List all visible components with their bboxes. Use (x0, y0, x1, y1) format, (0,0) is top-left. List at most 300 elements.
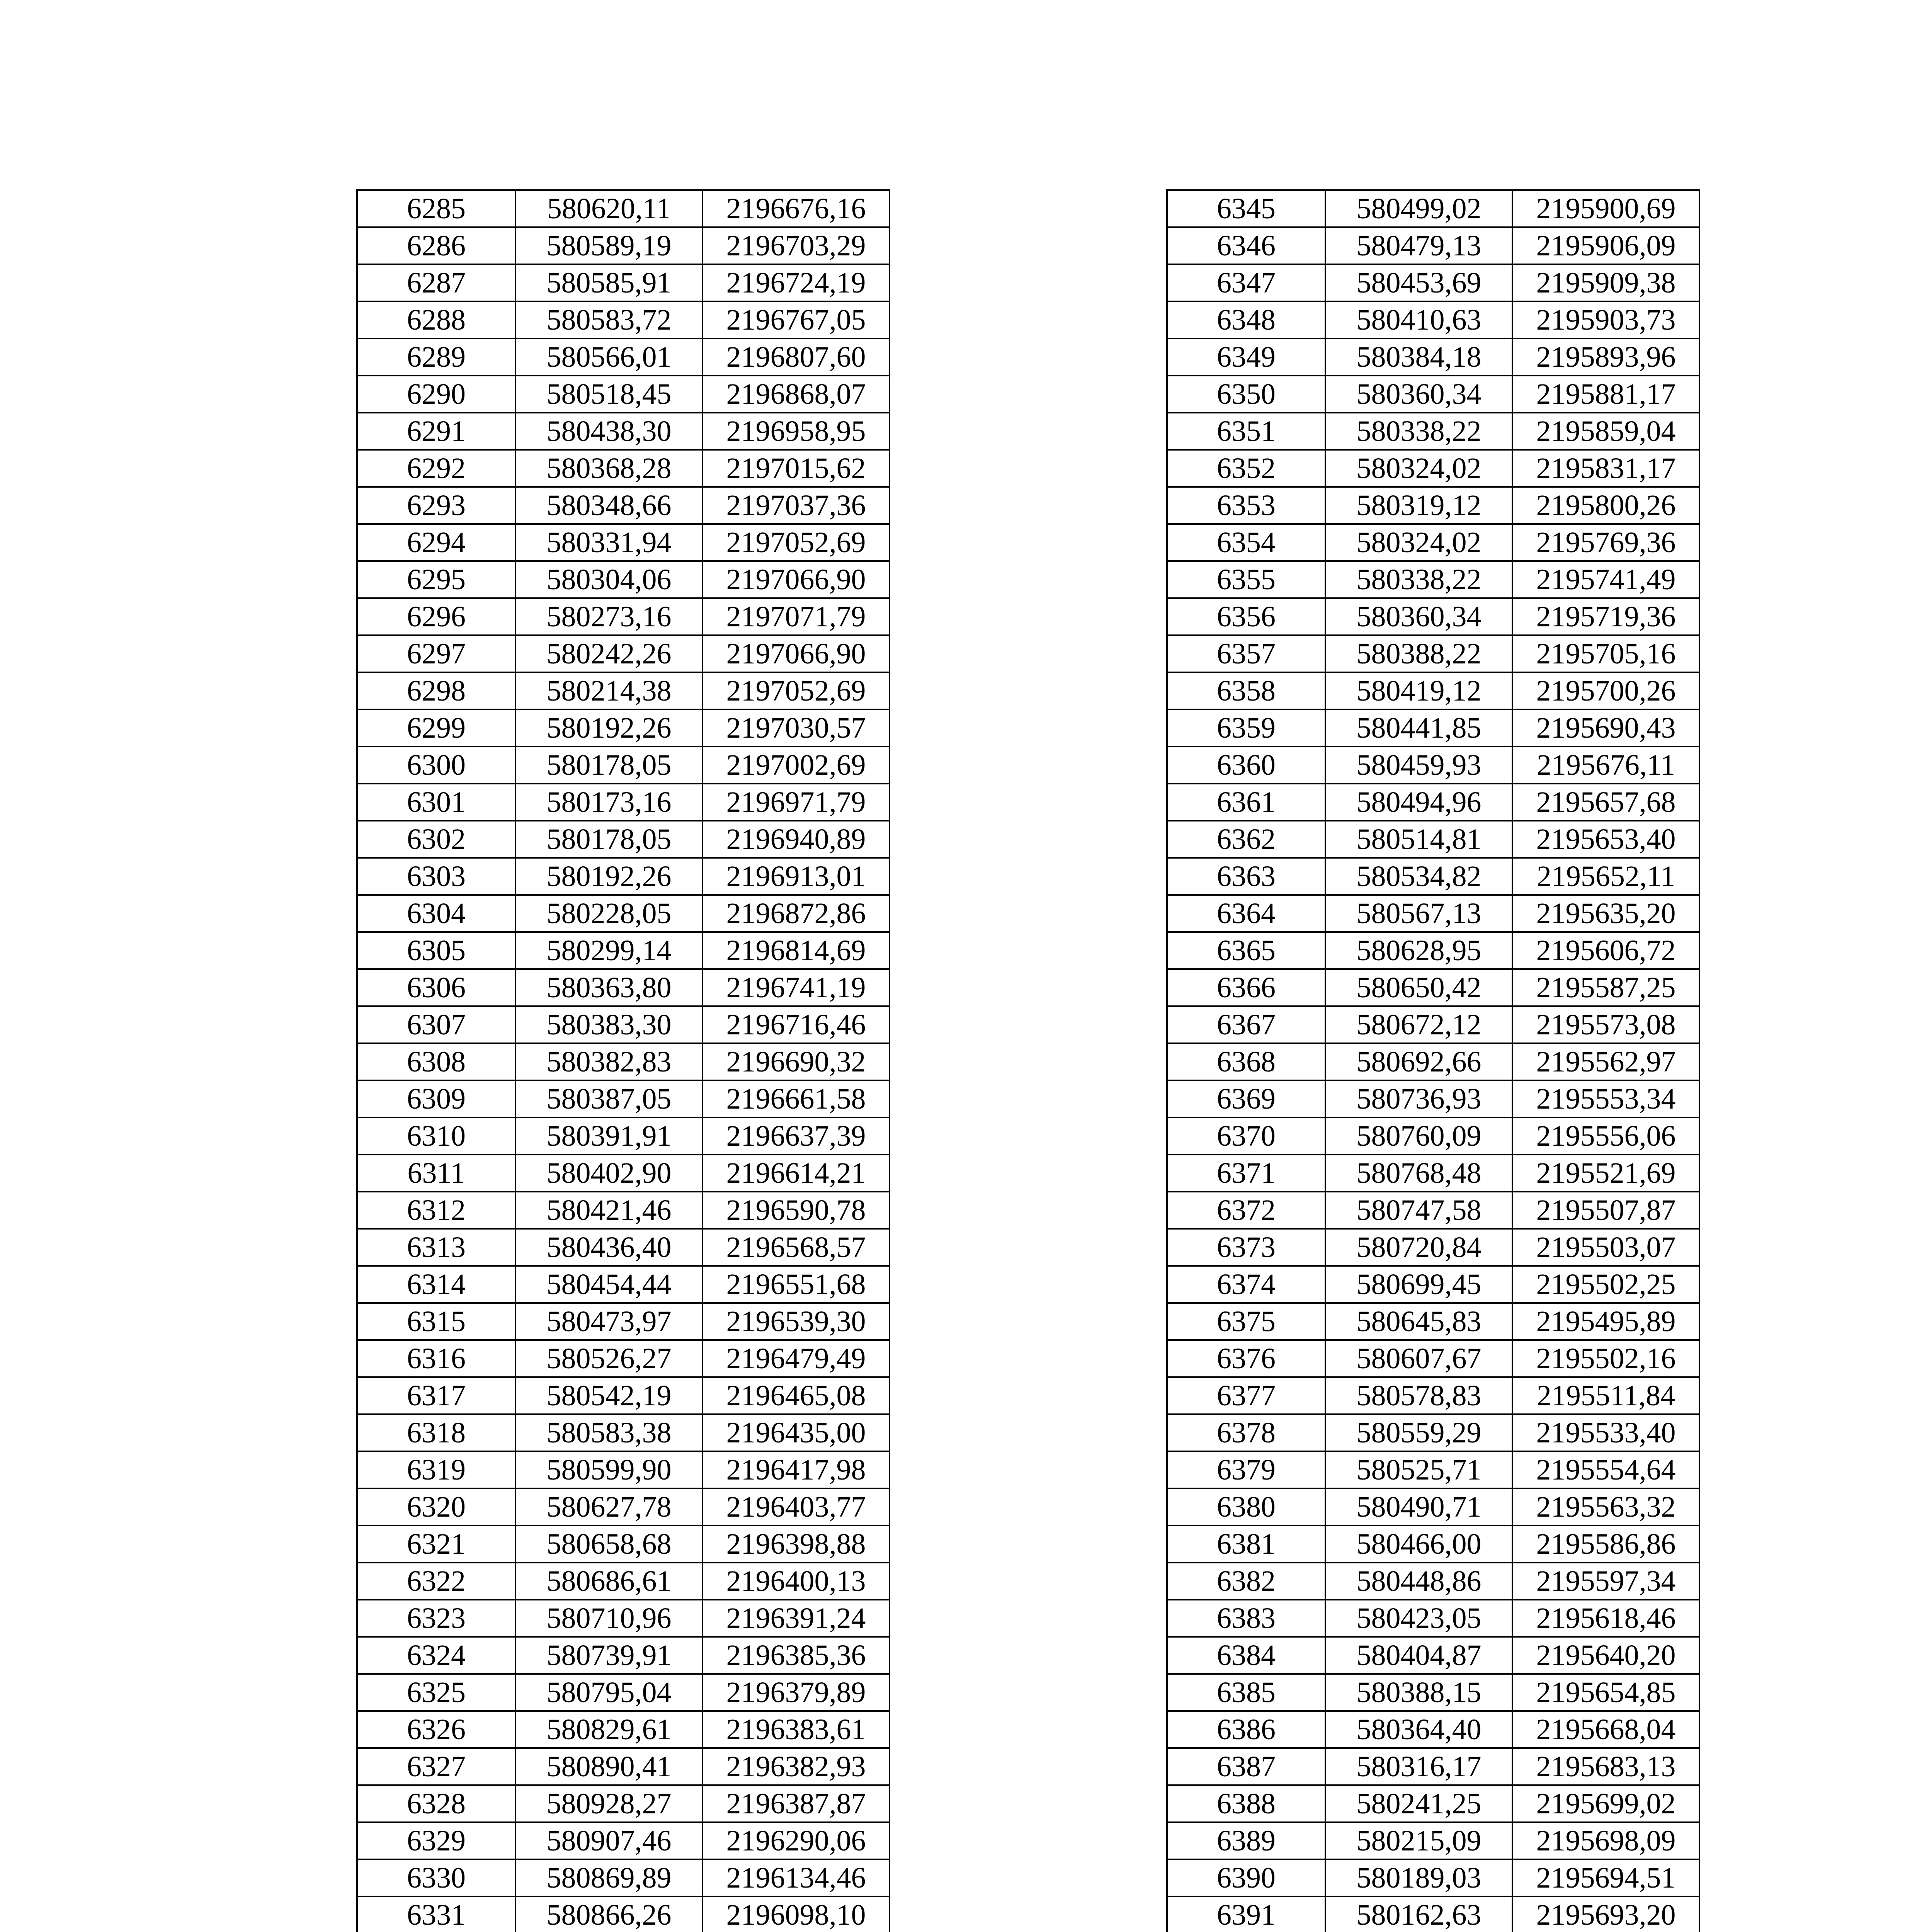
x-coordinate-cell: 580162,63 (1325, 1896, 1512, 1932)
table-row (357, 635, 890, 672)
table-row (1167, 1859, 1699, 1896)
point-number-cell: 6330 (357, 1859, 515, 1896)
point-number-cell: 6327 (357, 1748, 515, 1785)
table-row (1167, 1822, 1699, 1859)
table-row (357, 1117, 890, 1155)
x-coordinate-cell: 580192,26 (515, 858, 703, 895)
table-row (1167, 1266, 1699, 1303)
x-coordinate-cell: 580583,38 (515, 1414, 703, 1451)
table-row (1167, 450, 1699, 487)
point-number-cell: 6311 (357, 1155, 515, 1192)
table-row (1167, 969, 1699, 1006)
table-row (357, 301, 890, 338)
point-number-cell: 6359 (1167, 709, 1325, 747)
point-number-cell: 6362 (1167, 821, 1325, 858)
table-row (357, 709, 890, 747)
x-coordinate-cell: 580410,63 (1325, 301, 1512, 338)
y-coordinate-cell: 2196382,93 (703, 1748, 890, 1785)
point-number-cell: 6371 (1167, 1155, 1325, 1192)
y-coordinate-cell: 2197066,90 (703, 561, 890, 598)
x-coordinate-cell: 580499,02 (1325, 190, 1512, 227)
point-number-cell: 6374 (1167, 1266, 1325, 1303)
point-number-cell: 6306 (357, 969, 515, 1006)
table-row (357, 561, 890, 598)
y-coordinate-cell: 2195800,26 (1512, 487, 1699, 524)
y-coordinate-cell: 2195618,46 (1512, 1600, 1699, 1637)
x-coordinate-cell: 580583,72 (515, 301, 703, 338)
y-coordinate-cell: 2196814,69 (703, 932, 890, 969)
y-coordinate-cell: 2197052,69 (703, 524, 890, 561)
table-row (1167, 487, 1699, 524)
table-row (1167, 1674, 1699, 1711)
x-coordinate-cell: 580273,16 (515, 598, 703, 635)
point-number-cell: 6366 (1167, 969, 1325, 1006)
x-coordinate-cell: 580526,27 (515, 1340, 703, 1377)
x-coordinate-cell: 580178,05 (515, 821, 703, 858)
table-row (1167, 301, 1699, 338)
x-coordinate-cell: 580645,83 (1325, 1303, 1512, 1340)
point-number-cell: 6309 (357, 1080, 515, 1117)
x-coordinate-cell: 580760,09 (1325, 1117, 1512, 1155)
y-coordinate-cell: 2195563,32 (1512, 1488, 1699, 1526)
table-row (357, 1192, 890, 1229)
table-row (1167, 598, 1699, 635)
table-row (1167, 1377, 1699, 1414)
x-coordinate-cell: 580459,93 (1325, 747, 1512, 784)
x-coordinate-cell: 580215,09 (1325, 1822, 1512, 1859)
x-coordinate-cell: 580360,34 (1325, 598, 1512, 635)
x-coordinate-cell: 580736,93 (1325, 1080, 1512, 1117)
table-row (1167, 1563, 1699, 1600)
table-row (1167, 1192, 1699, 1229)
point-number-cell: 6379 (1167, 1451, 1325, 1488)
table-row (357, 1488, 890, 1526)
point-number-cell: 6301 (357, 784, 515, 821)
x-coordinate-cell: 580747,58 (1325, 1192, 1512, 1229)
y-coordinate-cell: 2195586,86 (1512, 1526, 1699, 1563)
x-coordinate-cell: 580890,41 (515, 1748, 703, 1785)
x-coordinate-cell: 580699,45 (1325, 1266, 1512, 1303)
y-coordinate-cell: 2195597,34 (1512, 1563, 1699, 1600)
point-number-cell: 6316 (357, 1340, 515, 1377)
x-coordinate-cell: 580189,03 (1325, 1859, 1512, 1896)
point-number-cell: 6290 (357, 376, 515, 413)
x-coordinate-cell: 580739,91 (515, 1637, 703, 1674)
x-coordinate-cell: 580829,61 (515, 1711, 703, 1748)
x-coordinate-cell: 580173,16 (515, 784, 703, 821)
point-number-cell: 6375 (1167, 1303, 1325, 1340)
table-row (357, 227, 890, 264)
table-row (357, 1451, 890, 1488)
table-row (357, 784, 890, 821)
x-coordinate-cell: 580490,71 (1325, 1488, 1512, 1526)
point-number-cell: 6314 (357, 1266, 515, 1303)
table-row (1167, 895, 1699, 932)
point-number-cell: 6325 (357, 1674, 515, 1711)
y-coordinate-cell: 2195769,36 (1512, 524, 1699, 561)
point-number-cell: 6348 (1167, 301, 1325, 338)
x-coordinate-cell: 580607,67 (1325, 1340, 1512, 1377)
y-coordinate-cell: 2195881,17 (1512, 376, 1699, 413)
table-row (1167, 1637, 1699, 1674)
y-coordinate-cell: 2196741,19 (703, 969, 890, 1006)
y-coordinate-cell: 2195533,40 (1512, 1414, 1699, 1451)
point-number-cell: 6388 (1167, 1785, 1325, 1822)
table-row (1167, 1117, 1699, 1155)
y-coordinate-cell: 2195554,64 (1512, 1451, 1699, 1488)
x-coordinate-cell: 580692,66 (1325, 1043, 1512, 1080)
y-coordinate-cell: 2196590,78 (703, 1192, 890, 1229)
point-number-cell: 6367 (1167, 1006, 1325, 1043)
y-coordinate-cell: 2196290,06 (703, 1822, 890, 1859)
point-number-cell: 6307 (357, 1006, 515, 1043)
y-coordinate-cell: 2195719,36 (1512, 598, 1699, 635)
point-number-cell: 6345 (1167, 190, 1325, 227)
x-coordinate-cell: 580316,17 (1325, 1748, 1512, 1785)
y-coordinate-cell: 2195683,13 (1512, 1748, 1699, 1785)
point-number-cell: 6368 (1167, 1043, 1325, 1080)
y-coordinate-cell: 2197002,69 (703, 747, 890, 784)
table-row (1167, 1340, 1699, 1377)
y-coordinate-cell: 2196716,46 (703, 1006, 890, 1043)
y-coordinate-cell: 2196913,01 (703, 858, 890, 895)
x-coordinate-cell: 580299,14 (515, 932, 703, 969)
x-coordinate-cell: 580567,13 (1325, 895, 1512, 932)
point-number-cell: 6320 (357, 1488, 515, 1526)
y-coordinate-cell: 2196400,13 (703, 1563, 890, 1600)
table-row (1167, 561, 1699, 598)
point-number-cell: 6347 (1167, 264, 1325, 301)
table-row (357, 1155, 890, 1192)
x-coordinate-cell: 580585,91 (515, 264, 703, 301)
y-coordinate-cell: 2195606,72 (1512, 932, 1699, 969)
point-number-cell: 6351 (1167, 413, 1325, 450)
x-coordinate-cell: 580795,04 (515, 1674, 703, 1711)
point-number-cell: 6289 (357, 338, 515, 376)
table-row (357, 821, 890, 858)
table-row (1167, 1711, 1699, 1748)
point-number-cell: 6285 (357, 190, 515, 227)
y-coordinate-cell: 2195556,06 (1512, 1117, 1699, 1155)
table-row (1167, 784, 1699, 821)
y-coordinate-cell: 2196676,16 (703, 190, 890, 227)
point-number-cell: 6321 (357, 1526, 515, 1563)
table-row (1167, 1229, 1699, 1266)
point-number-cell: 6288 (357, 301, 515, 338)
point-number-cell: 6324 (357, 1637, 515, 1674)
x-coordinate-cell: 580473,97 (515, 1303, 703, 1340)
y-coordinate-cell: 2195640,20 (1512, 1637, 1699, 1674)
x-coordinate-cell: 580589,19 (515, 227, 703, 264)
table-row (357, 1526, 890, 1563)
table-row (1167, 413, 1699, 450)
table-row (357, 932, 890, 969)
point-number-cell: 6319 (357, 1451, 515, 1488)
table-row (357, 1414, 890, 1451)
table-row (1167, 338, 1699, 376)
x-coordinate-cell: 580364,40 (1325, 1711, 1512, 1748)
x-coordinate-cell: 580578,83 (1325, 1377, 1512, 1414)
table-row (1167, 1600, 1699, 1637)
point-number-cell: 6358 (1167, 672, 1325, 709)
table-row (1167, 1303, 1699, 1340)
x-coordinate-cell: 580384,18 (1325, 338, 1512, 376)
x-coordinate-cell: 580360,34 (1325, 376, 1512, 413)
point-number-cell: 6317 (357, 1377, 515, 1414)
x-coordinate-cell: 580710,96 (515, 1600, 703, 1637)
point-number-cell: 6329 (357, 1822, 515, 1859)
table-row (1167, 1488, 1699, 1526)
table-row (357, 1822, 890, 1859)
y-coordinate-cell: 2196724,19 (703, 264, 890, 301)
point-number-cell: 6390 (1167, 1859, 1325, 1896)
point-number-cell: 6298 (357, 672, 515, 709)
x-coordinate-cell: 580214,38 (515, 672, 703, 709)
x-coordinate-cell: 580627,78 (515, 1488, 703, 1526)
x-coordinate-cell: 580391,91 (515, 1117, 703, 1155)
y-coordinate-cell: 2195652,11 (1512, 858, 1699, 895)
coordinates-table-right (1166, 189, 1700, 1932)
table-row (357, 1600, 890, 1637)
coordinates-table-left (356, 189, 890, 1932)
point-number-cell: 6350 (1167, 376, 1325, 413)
y-coordinate-cell: 2195502,16 (1512, 1340, 1699, 1377)
table-row (1167, 709, 1699, 747)
table-row (357, 413, 890, 450)
point-number-cell: 6364 (1167, 895, 1325, 932)
table-row (357, 487, 890, 524)
y-coordinate-cell: 2196417,98 (703, 1451, 890, 1488)
table-row (357, 1563, 890, 1600)
table-row (1167, 1155, 1699, 1192)
point-number-cell: 6300 (357, 747, 515, 784)
y-coordinate-cell: 2196614,21 (703, 1155, 890, 1192)
x-coordinate-cell: 580542,19 (515, 1377, 703, 1414)
x-coordinate-cell: 580242,26 (515, 635, 703, 672)
y-coordinate-cell: 2195503,07 (1512, 1229, 1699, 1266)
x-coordinate-cell: 580338,22 (1325, 413, 1512, 450)
x-coordinate-cell: 580387,05 (515, 1080, 703, 1117)
table-row (357, 1674, 890, 1711)
y-coordinate-cell: 2195521,69 (1512, 1155, 1699, 1192)
point-number-cell: 6313 (357, 1229, 515, 1266)
point-number-cell: 6381 (1167, 1526, 1325, 1563)
x-coordinate-cell: 580324,02 (1325, 524, 1512, 561)
point-number-cell: 6352 (1167, 450, 1325, 487)
table-row (1167, 376, 1699, 413)
y-coordinate-cell: 2195495,89 (1512, 1303, 1699, 1340)
y-coordinate-cell: 2195507,87 (1512, 1192, 1699, 1229)
y-coordinate-cell: 2196637,39 (703, 1117, 890, 1155)
y-coordinate-cell: 2196872,86 (703, 895, 890, 932)
x-coordinate-cell: 580650,42 (1325, 969, 1512, 1006)
y-coordinate-cell: 2195909,38 (1512, 264, 1699, 301)
point-number-cell: 6383 (1167, 1600, 1325, 1637)
x-coordinate-cell: 580448,86 (1325, 1563, 1512, 1600)
x-coordinate-cell: 580518,45 (515, 376, 703, 413)
x-coordinate-cell: 580436,40 (515, 1229, 703, 1266)
table-row (1167, 1785, 1699, 1822)
x-coordinate-cell: 580559,29 (1325, 1414, 1512, 1451)
x-coordinate-cell: 580383,30 (515, 1006, 703, 1043)
point-number-cell: 6361 (1167, 784, 1325, 821)
y-coordinate-cell: 2195502,25 (1512, 1266, 1699, 1303)
x-coordinate-cell: 580658,68 (515, 1526, 703, 1563)
y-coordinate-cell: 2195698,09 (1512, 1822, 1699, 1859)
y-coordinate-cell: 2196940,89 (703, 821, 890, 858)
table-row (357, 338, 890, 376)
point-number-cell: 6373 (1167, 1229, 1325, 1266)
table-row (1167, 1006, 1699, 1043)
y-coordinate-cell: 2196391,24 (703, 1600, 890, 1637)
point-number-cell: 6356 (1167, 598, 1325, 635)
y-coordinate-cell: 2195587,25 (1512, 969, 1699, 1006)
table-row (1167, 747, 1699, 784)
x-coordinate-cell: 580388,22 (1325, 635, 1512, 672)
point-number-cell: 6297 (357, 635, 515, 672)
y-coordinate-cell: 2196387,87 (703, 1785, 890, 1822)
y-coordinate-cell: 2197037,36 (703, 487, 890, 524)
y-coordinate-cell: 2195573,08 (1512, 1006, 1699, 1043)
y-coordinate-cell: 2195906,09 (1512, 227, 1699, 264)
x-coordinate-cell: 580869,89 (515, 1859, 703, 1896)
y-coordinate-cell: 2196868,07 (703, 376, 890, 413)
x-coordinate-cell: 580494,96 (1325, 784, 1512, 821)
x-coordinate-cell: 580686,61 (515, 1563, 703, 1600)
y-coordinate-cell: 2195654,85 (1512, 1674, 1699, 1711)
point-number-cell: 6286 (357, 227, 515, 264)
point-number-cell: 6386 (1167, 1711, 1325, 1748)
y-coordinate-cell: 2197066,90 (703, 635, 890, 672)
x-coordinate-cell: 580324,02 (1325, 450, 1512, 487)
point-number-cell: 6384 (1167, 1637, 1325, 1674)
y-coordinate-cell: 2197030,57 (703, 709, 890, 747)
point-number-cell: 6310 (357, 1117, 515, 1155)
x-coordinate-cell: 580768,48 (1325, 1155, 1512, 1192)
point-number-cell: 6382 (1167, 1563, 1325, 1600)
y-coordinate-cell: 2196661,58 (703, 1080, 890, 1117)
point-number-cell: 6292 (357, 450, 515, 487)
y-coordinate-cell: 2196435,00 (703, 1414, 890, 1451)
table-row (1167, 524, 1699, 561)
y-coordinate-cell: 2195705,16 (1512, 635, 1699, 672)
point-number-cell: 6305 (357, 932, 515, 969)
y-coordinate-cell: 2195903,73 (1512, 301, 1699, 338)
y-coordinate-cell: 2195511,84 (1512, 1377, 1699, 1414)
point-number-cell: 6287 (357, 264, 515, 301)
y-coordinate-cell: 2196971,79 (703, 784, 890, 821)
y-coordinate-cell: 2196767,05 (703, 301, 890, 338)
x-coordinate-cell: 580453,69 (1325, 264, 1512, 301)
table-row (357, 1748, 890, 1785)
x-coordinate-cell: 580534,82 (1325, 858, 1512, 895)
x-coordinate-cell: 580192,26 (515, 709, 703, 747)
table-row (357, 1340, 890, 1377)
table-row (1167, 1896, 1699, 1932)
y-coordinate-cell: 2196465,08 (703, 1377, 890, 1414)
table-row (1167, 227, 1699, 264)
table-row (357, 1859, 890, 1896)
x-coordinate-cell: 580402,90 (515, 1155, 703, 1192)
y-coordinate-cell: 2195653,40 (1512, 821, 1699, 858)
table-row (357, 1266, 890, 1303)
table-row (357, 1711, 890, 1748)
y-coordinate-cell: 2196379,89 (703, 1674, 890, 1711)
table-row (1167, 1451, 1699, 1488)
y-coordinate-cell: 2195562,97 (1512, 1043, 1699, 1080)
x-coordinate-cell: 580525,71 (1325, 1451, 1512, 1488)
table-row (1167, 672, 1699, 709)
x-coordinate-cell: 580438,30 (515, 413, 703, 450)
y-coordinate-cell: 2196807,60 (703, 338, 890, 376)
point-number-cell: 6318 (357, 1414, 515, 1451)
point-number-cell: 6385 (1167, 1674, 1325, 1711)
x-coordinate-cell: 580672,12 (1325, 1006, 1512, 1043)
y-coordinate-cell: 2195699,02 (1512, 1785, 1699, 1822)
table-row (357, 1006, 890, 1043)
table-row (357, 1080, 890, 1117)
y-coordinate-cell: 2196539,30 (703, 1303, 890, 1340)
point-number-cell: 6303 (357, 858, 515, 895)
y-coordinate-cell: 2195900,69 (1512, 190, 1699, 227)
x-coordinate-cell: 580479,13 (1325, 227, 1512, 264)
x-coordinate-cell: 580421,46 (515, 1192, 703, 1229)
table-row (1167, 1043, 1699, 1080)
table-row (357, 264, 890, 301)
x-coordinate-cell: 580304,06 (515, 561, 703, 598)
point-number-cell: 6322 (357, 1563, 515, 1600)
y-coordinate-cell: 2196134,46 (703, 1859, 890, 1896)
y-coordinate-cell: 2196383,61 (703, 1711, 890, 1748)
x-coordinate-cell: 580514,81 (1325, 821, 1512, 858)
x-coordinate-cell: 580454,44 (515, 1266, 703, 1303)
table-row (1167, 190, 1699, 227)
point-number-cell: 6328 (357, 1785, 515, 1822)
point-number-cell: 6357 (1167, 635, 1325, 672)
x-coordinate-cell: 580628,95 (1325, 932, 1512, 969)
point-number-cell: 6354 (1167, 524, 1325, 561)
point-number-cell: 6369 (1167, 1080, 1325, 1117)
point-number-cell: 6295 (357, 561, 515, 598)
y-coordinate-cell: 2196479,49 (703, 1340, 890, 1377)
table-row (357, 858, 890, 895)
y-coordinate-cell: 2196958,95 (703, 413, 890, 450)
y-coordinate-cell: 2195859,04 (1512, 413, 1699, 450)
point-number-cell: 6312 (357, 1192, 515, 1229)
y-coordinate-cell: 2196551,68 (703, 1266, 890, 1303)
table-row (357, 1785, 890, 1822)
x-coordinate-cell: 580423,05 (1325, 1600, 1512, 1637)
y-coordinate-cell: 2195553,34 (1512, 1080, 1699, 1117)
x-coordinate-cell: 580368,28 (515, 450, 703, 487)
x-coordinate-cell: 580907,46 (515, 1822, 703, 1859)
table-row (1167, 932, 1699, 969)
point-number-cell: 6363 (1167, 858, 1325, 895)
table-row (1167, 635, 1699, 672)
table-row (357, 450, 890, 487)
table-row (1167, 858, 1699, 895)
table-row (357, 524, 890, 561)
point-number-cell: 6355 (1167, 561, 1325, 598)
table-row (357, 598, 890, 635)
x-coordinate-cell: 580388,15 (1325, 1674, 1512, 1711)
table-row (357, 672, 890, 709)
y-coordinate-cell: 2195700,26 (1512, 672, 1699, 709)
y-coordinate-cell: 2195690,43 (1512, 709, 1699, 747)
x-coordinate-cell: 580228,05 (515, 895, 703, 932)
table-row (1167, 1414, 1699, 1451)
x-coordinate-cell: 580720,84 (1325, 1229, 1512, 1266)
